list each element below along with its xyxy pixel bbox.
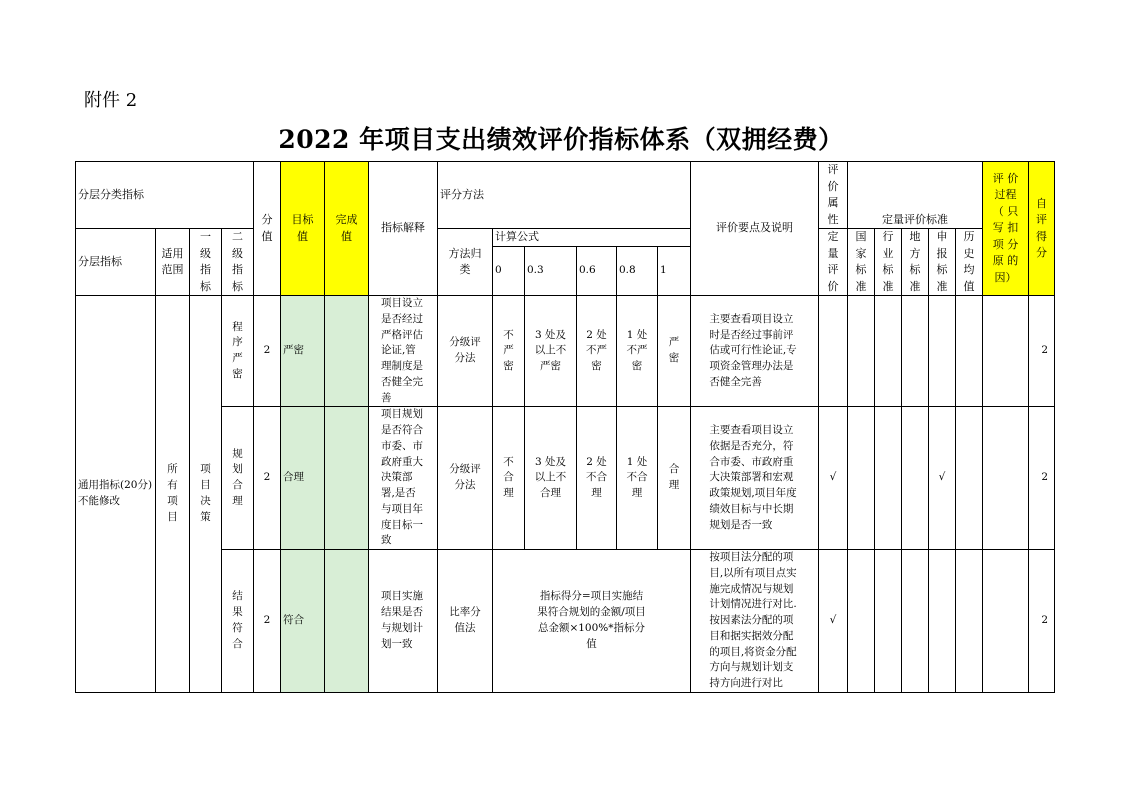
point-0-criterion: 不合理 bbox=[493, 407, 525, 550]
header-history-average: 历史均值 bbox=[956, 229, 983, 296]
local-standard-mark bbox=[902, 407, 929, 550]
target-value: 严密 bbox=[281, 296, 325, 407]
key-points: 主要查看项目设立依据是否充分，符合市委、市政府重大决策部署和宏观政策规划,项目年度绩效目标与中长期规划是否一致 bbox=[691, 407, 819, 550]
header-industry-standard: 行业标准 bbox=[875, 229, 902, 296]
attachment-label: 附件 2 bbox=[84, 90, 138, 111]
complete-value bbox=[325, 550, 369, 693]
complete-value bbox=[325, 407, 369, 550]
eval-process-value bbox=[983, 407, 1029, 550]
method-type: 比率分值法 bbox=[438, 550, 493, 693]
indicator-explanation: 项目设立是否经过严格评估论证,管理制度是否健全完善 bbox=[369, 296, 438, 407]
level1-indicator: 项目决策 bbox=[190, 296, 222, 693]
point-1-criterion: 合理 bbox=[658, 407, 691, 550]
header-level1: 一级指标 bbox=[190, 229, 222, 296]
self-score-value: 2 bbox=[1029, 407, 1055, 550]
header-point-06: 0.6 bbox=[577, 247, 617, 296]
scope: 所有项目 bbox=[156, 296, 190, 693]
point-0-criterion: 不严密 bbox=[493, 296, 525, 407]
key-points: 主要查看项目设立时是否经过事前评估或可行性论证,专项资金管理办法是否健全完善 bbox=[691, 296, 819, 407]
target-value: 符合 bbox=[281, 550, 325, 693]
header-quant-standard: 定量评价标准 bbox=[848, 162, 983, 229]
eval-process-value bbox=[983, 550, 1029, 693]
header-self-score: 自评得分 bbox=[1029, 162, 1055, 296]
score-value: 2 bbox=[254, 407, 281, 550]
point-06-criterion: 2 处不严密 bbox=[577, 296, 617, 407]
header-formula: 计算公式 bbox=[493, 229, 691, 247]
point-08-criterion: 1 处不合理 bbox=[617, 407, 658, 550]
history-average-mark bbox=[956, 550, 983, 693]
table-row bbox=[76, 407, 1055, 550]
table-row bbox=[76, 296, 1055, 407]
header-point-0: 0 bbox=[493, 247, 525, 296]
score-value: 2 bbox=[254, 550, 281, 693]
level2-indicator: 程序严密 bbox=[222, 296, 254, 407]
declared-standard-mark: √ bbox=[929, 407, 956, 550]
header-point-08: 0.8 bbox=[617, 247, 658, 296]
level2-indicator: 结果符合 bbox=[222, 550, 254, 693]
method-type: 分级评分法 bbox=[438, 296, 493, 407]
history-average-mark bbox=[956, 296, 983, 407]
self-score-value: 2 bbox=[1029, 296, 1055, 407]
quant-eval-mark: √ bbox=[819, 407, 848, 550]
quant-eval-mark bbox=[819, 296, 848, 407]
local-standard-mark bbox=[902, 296, 929, 407]
method-type: 分级评分法 bbox=[438, 407, 493, 550]
point-08-criterion: 1 处不严密 bbox=[617, 296, 658, 407]
header-eval-process: 评 价 过程 （ 只 写 扣 项 分 原 的因） bbox=[983, 162, 1029, 296]
eval-process-value bbox=[983, 296, 1029, 407]
header-method-type: 方法归类 bbox=[438, 229, 493, 296]
header-level2: 二级指标 bbox=[222, 229, 254, 296]
indicator-explanation: 项目规划是否符合市委、市政府重大决策部署,是否与项目年度目标一致 bbox=[369, 407, 438, 550]
industry-standard-mark bbox=[875, 296, 902, 407]
header-explanation: 指标解释 bbox=[369, 162, 438, 296]
level2-indicator: 规划合理 bbox=[222, 407, 254, 550]
header-point-1: 1 bbox=[658, 247, 691, 296]
industry-standard-mark bbox=[875, 550, 902, 693]
indicator-table bbox=[75, 161, 1055, 693]
header-point-03: 0.3 bbox=[525, 247, 577, 296]
declared-standard-mark bbox=[929, 550, 956, 693]
history-average-mark bbox=[956, 407, 983, 550]
table-row bbox=[76, 550, 1055, 693]
header-quant-eval: 定量评价 bbox=[819, 229, 848, 296]
national-standard-mark bbox=[848, 296, 875, 407]
point-03-criterion: 3 处及以上不严密 bbox=[525, 296, 577, 407]
self-score-value: 2 bbox=[1029, 550, 1055, 693]
header-declared-standard: 申报标准 bbox=[929, 229, 956, 296]
formula-text: 指标得分=项目实施结果符合规划的金额/项目总金额×100%*指标分值 bbox=[493, 550, 691, 693]
header-classification: 分层分类指标 bbox=[76, 162, 254, 229]
national-standard-mark bbox=[848, 550, 875, 693]
header-score: 分值 bbox=[254, 162, 281, 296]
header-scope: 适用范围 bbox=[156, 229, 190, 296]
declared-standard-mark bbox=[929, 296, 956, 407]
point-03-criterion: 3 处及以上不合理 bbox=[525, 407, 577, 550]
header-layer-indicator: 分层指标 bbox=[76, 229, 156, 296]
indicator-explanation: 项目实施结果是否与规划计划一致 bbox=[369, 550, 438, 693]
header-local-standard: 地方标准 bbox=[902, 229, 929, 296]
header-scoring-method: 评分方法 bbox=[438, 162, 691, 229]
page-title: 2022 年项目支出绩效评价指标体系（双拥经费） bbox=[278, 125, 844, 154]
national-standard-mark bbox=[848, 407, 875, 550]
layer-indicator: 通用指标(20分)不能修改 bbox=[76, 296, 156, 693]
header-target: 目标值 bbox=[281, 162, 325, 296]
point-1-criterion: 严密 bbox=[658, 296, 691, 407]
header-key-points: 评价要点及说明 bbox=[691, 162, 819, 296]
key-points: 按项目法分配的项目,以所有项目点实施完成情况与规划计划情况进行对比.按因素法分配的项目和据实据效分配的项目,将资金分配方向与规划计划支持方向进行对比 bbox=[691, 550, 819, 693]
industry-standard-mark bbox=[875, 407, 902, 550]
complete-value bbox=[325, 296, 369, 407]
quant-eval-mark: √ bbox=[819, 550, 848, 693]
header-national-standard: 国家标准 bbox=[848, 229, 875, 296]
local-standard-mark bbox=[902, 550, 929, 693]
score-value: 2 bbox=[254, 296, 281, 407]
header-complete: 完成值 bbox=[325, 162, 369, 296]
point-06-criterion: 2 处不合理 bbox=[577, 407, 617, 550]
target-value: 合理 bbox=[281, 407, 325, 550]
header-attribute: 评价属性 bbox=[819, 162, 848, 229]
